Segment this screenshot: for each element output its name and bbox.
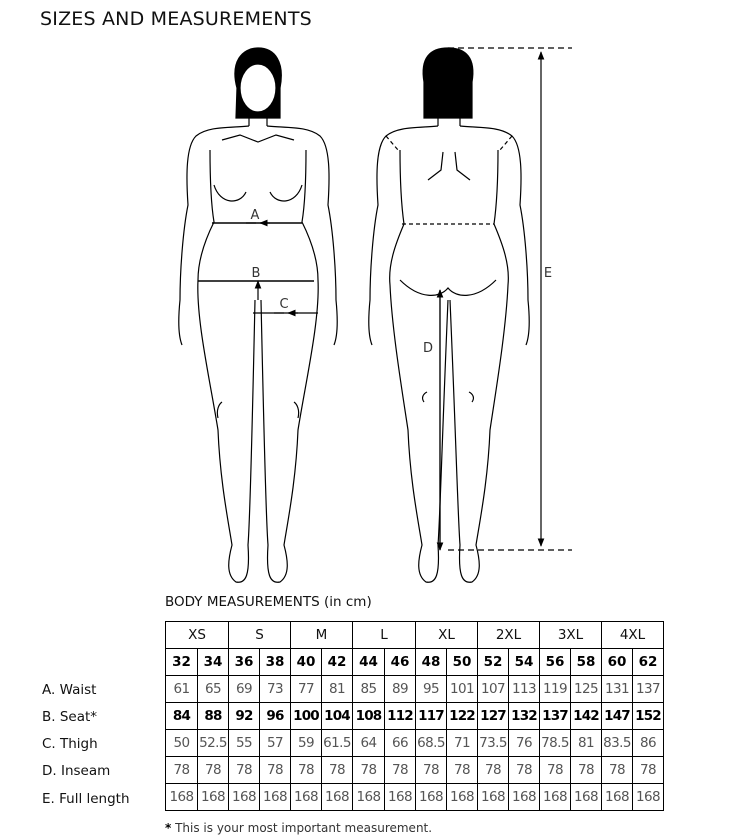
measurement-cell: 168 <box>166 784 198 811</box>
size-chart-table <box>165 621 664 811</box>
full-length-indicator <box>448 48 572 550</box>
measurement-cell: 104 <box>322 703 353 730</box>
measurement-cell: 101 <box>447 676 478 703</box>
measurement-cell: 78 <box>602 757 633 784</box>
measurement-cell: 78 <box>353 757 385 784</box>
measurement-cell: 168 <box>291 784 322 811</box>
measurement-cell: 168 <box>478 784 509 811</box>
measurement-cell: 78 <box>571 757 602 784</box>
measurement-cell: 86 <box>633 730 664 757</box>
eu-size-cell: 46 <box>385 649 416 676</box>
measurement-cell: 78 <box>447 757 478 784</box>
label-d: D <box>422 341 434 356</box>
measurement-cell: 57 <box>260 730 291 757</box>
measurement-cell: 107 <box>478 676 509 703</box>
measurement-cell: 78 <box>633 757 664 784</box>
waist-row <box>166 676 664 703</box>
measurement-cell: 73 <box>260 676 291 703</box>
table-title: BODY MEASUREMENTS (in cm) <box>165 594 372 610</box>
measurement-cell: 122 <box>447 703 478 730</box>
measurement-cell: 78 <box>260 757 291 784</box>
row-label-inseam: D. Inseam <box>42 763 111 779</box>
measurement-cell: 78 <box>198 757 229 784</box>
back-figure <box>369 48 530 582</box>
measurement-cell: 168 <box>633 784 664 811</box>
eu-size-cell: 44 <box>353 649 385 676</box>
footnote <box>165 821 432 835</box>
measurement-cell: 81 <box>322 676 353 703</box>
measurement-cell: 61.5 <box>322 730 353 757</box>
measurement-cell: 81 <box>571 730 602 757</box>
measurement-cell: 137 <box>540 703 571 730</box>
measurement-cell: 89 <box>385 676 416 703</box>
measurement-cell: 76 <box>509 730 540 757</box>
size-cell: XS <box>166 622 229 649</box>
measurement-cell: 78 <box>416 757 447 784</box>
measurement-cell: 100 <box>291 703 322 730</box>
measurement-cell: 168 <box>229 784 260 811</box>
measurement-cell: 96 <box>260 703 291 730</box>
size-cell: 3XL <box>540 622 602 649</box>
measurement-cell: 168 <box>509 784 540 811</box>
eu-size-cell: 40 <box>291 649 322 676</box>
seat-row <box>166 703 664 730</box>
measurement-cell: 78 <box>385 757 416 784</box>
eu-size-cell: 52 <box>478 649 509 676</box>
eu-size-cell: 60 <box>602 649 633 676</box>
measurement-cell: 119 <box>540 676 571 703</box>
measurement-cell: 152 <box>633 703 664 730</box>
measurement-cell: 168 <box>353 784 385 811</box>
size-cell: S <box>229 622 291 649</box>
eu-size-cell: 62 <box>633 649 664 676</box>
measurement-cell: 147 <box>602 703 633 730</box>
measurement-cell: 78.5 <box>540 730 571 757</box>
row-label-thigh: C. Thigh <box>42 736 98 752</box>
measurement-cell: 168 <box>602 784 633 811</box>
measurement-cell: 113 <box>509 676 540 703</box>
label-a: A <box>250 208 260 223</box>
eu-size-cell: 56 <box>540 649 571 676</box>
thigh-row <box>166 730 664 757</box>
measurement-cell: 88 <box>198 703 229 730</box>
eu-size-cell: 48 <box>416 649 447 676</box>
measurement-cell: 168 <box>385 784 416 811</box>
measurement-cell: 78 <box>322 757 353 784</box>
measurement-cell: 168 <box>322 784 353 811</box>
measurement-cell: 142 <box>571 703 602 730</box>
size-cell: 2XL <box>478 622 540 649</box>
measurement-cell: 71 <box>447 730 478 757</box>
footnote-text: This is your most important measurement. <box>171 821 433 835</box>
measurement-cell: 52.5 <box>198 730 229 757</box>
measurement-cell: 168 <box>198 784 229 811</box>
eu-size-cell: 58 <box>571 649 602 676</box>
row-label-waist: A. Waist <box>42 682 97 698</box>
measurement-cell: 168 <box>260 784 291 811</box>
measurement-cell: 84 <box>166 703 198 730</box>
row-label-full-length: E. Full length <box>42 791 130 807</box>
measurement-cell: 55 <box>229 730 260 757</box>
measurement-cell: 168 <box>540 784 571 811</box>
measurement-cell: 117 <box>416 703 447 730</box>
full-length-row <box>166 784 664 811</box>
size-cell: L <box>353 622 416 649</box>
label-b: B <box>251 266 261 281</box>
inseam-row <box>166 757 664 784</box>
measurement-cell: 168 <box>447 784 478 811</box>
measurement-cell: 131 <box>602 676 633 703</box>
measurement-cell: 66 <box>385 730 416 757</box>
eu-size-cell: 42 <box>322 649 353 676</box>
measurement-cell: 95 <box>416 676 447 703</box>
measurement-cell: 69 <box>229 676 260 703</box>
eu-size-row <box>166 649 664 676</box>
size-cell: XL <box>416 622 478 649</box>
label-e: E <box>543 266 553 281</box>
measurement-cell: 92 <box>229 703 260 730</box>
measurement-cell: 127 <box>478 703 509 730</box>
measurement-cell: 108 <box>353 703 385 730</box>
measurement-cell: 68.5 <box>416 730 447 757</box>
measurement-cell: 168 <box>416 784 447 811</box>
measurement-cell: 78 <box>509 757 540 784</box>
row-label-seat: B. Seat* <box>42 709 98 725</box>
label-c: C <box>279 297 289 312</box>
eu-size-cell: 34 <box>198 649 229 676</box>
measurement-cell: 132 <box>509 703 540 730</box>
footnote-marker: * <box>165 821 172 835</box>
eu-size-cell: 36 <box>229 649 260 676</box>
eu-size-cell: 54 <box>509 649 540 676</box>
measurement-cell: 77 <box>291 676 322 703</box>
front-figure <box>179 48 338 582</box>
measurement-cell: 137 <box>633 676 664 703</box>
eu-size-cell: 32 <box>166 649 198 676</box>
size-cell: M <box>291 622 353 649</box>
measurement-cell: 50 <box>166 730 198 757</box>
page-title: SIZES AND MEASUREMENTS <box>40 8 312 30</box>
measurement-cell: 78 <box>166 757 198 784</box>
size-header-row <box>166 622 664 649</box>
eu-size-cell: 38 <box>260 649 291 676</box>
measurement-cell: 64 <box>353 730 385 757</box>
size-cell: 4XL <box>602 622 664 649</box>
measurement-cell: 78 <box>540 757 571 784</box>
measurement-cell: 85 <box>353 676 385 703</box>
measurement-cell: 73.5 <box>478 730 509 757</box>
measurement-cell: 59 <box>291 730 322 757</box>
measurement-cell: 83.5 <box>602 730 633 757</box>
measurement-cell: 78 <box>229 757 260 784</box>
measurement-cell: 61 <box>166 676 198 703</box>
measurement-cell: 125 <box>571 676 602 703</box>
measurement-cell: 112 <box>385 703 416 730</box>
eu-size-cell: 50 <box>447 649 478 676</box>
measurement-cell: 78 <box>478 757 509 784</box>
measurement-cell: 65 <box>198 676 229 703</box>
measurement-cell: 78 <box>291 757 322 784</box>
measurement-cell: 168 <box>571 784 602 811</box>
